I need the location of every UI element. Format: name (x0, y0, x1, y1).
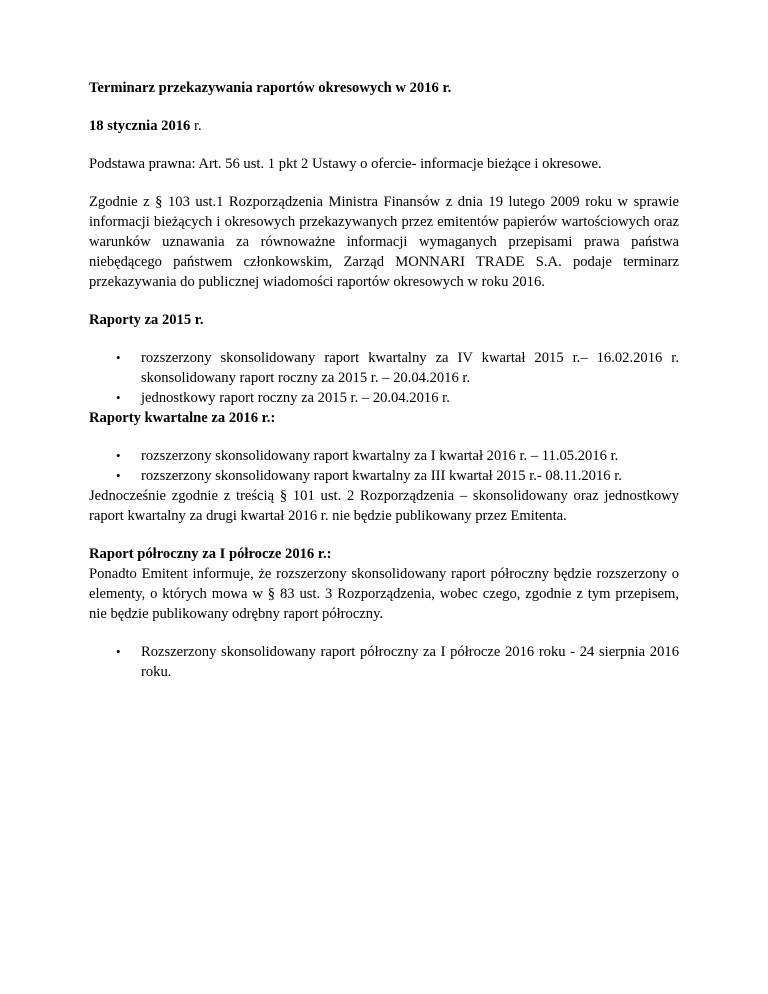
legal-basis: Podstawa prawna: Art. 56 ust. 1 pkt 2 Ustawy o ofercie- informacje bieżące i okresowe. (89, 156, 602, 172)
document-title: Terminarz przekazywania raportów okresowych w 2016 r. (89, 80, 452, 96)
bullet-icon: • (116, 448, 121, 463)
list-item (89, 642, 679, 682)
bullet-icon: • (116, 644, 121, 659)
list-item (89, 348, 679, 388)
heading-halfyear-2016: Raport półroczny za I półrocze 2016 r.: (89, 546, 332, 562)
list-item-text: Rozszerzony skonsolidowany raport półroczny za I półrocze 2016 roku - 24 sierpnia 2016 roku. (141, 644, 679, 680)
list-reports-2015 (89, 348, 679, 408)
list-item-text: rozszerzony skonsolidowany raport kwartalny za III kwartał 2015 r.- 08.11.2016 r. (141, 468, 622, 484)
publication-date (89, 116, 679, 136)
list-halfyear-2016 (89, 642, 679, 682)
list-item (89, 446, 679, 466)
list-quarterly-2016 (89, 446, 679, 486)
list-item (89, 466, 679, 486)
list-item-text: rozszerzony skonsolidowany raport kwartalny za I kwartał 2016 r. – 11.05.2016 r. (141, 448, 619, 464)
halfyear-paragraph: Ponadto Emitent informuje, że rozszerzony skonsolidowany raport półroczny będzie rozszerzony o elementy, o których mowa w § 83 ust. 3 Rozporządzenia, wobec czego, zgodnie z tym przepisem, nie będzie publikowany odrębny raport półroczny. (89, 566, 679, 622)
intro-paragraph: Zgodnie z § 103 ust.1 Rozporządzenia Ministra Finansów z dnia 19 lutego 2009 roku w sprawie informacji bieżących i okresowych przekazywanych przez emitentów papierów wartościowych oraz warunków uznawania za równoważne informacji wymaganych przepisami prawa państwa niebędącego państwem członkowskim, Zarząd MONNARI TRADE S.A. podaje terminarz przekazywania do publicznej wiadomości raportów okresowych w roku 2016. (89, 194, 679, 290)
date-bold: 18 stycznia 2016 (89, 118, 191, 134)
list-item-text: rozszerzony skonsolidowany raport kwartalny za IV kwartał 2015 r.– 16.02.2016 r. skonsolidowany raport roczny za 2015 r. – 20.04.2016 r. (141, 350, 679, 386)
heading-quarterly-2016: Raporty kwartalne za 2016 r.: (89, 410, 276, 426)
bullet-icon: • (116, 350, 121, 365)
simultaneously-paragraph: Jednocześnie zgodnie z treścią § 101 ust. 2 Rozporządzenia – skonsolidowany oraz jednostkowy raport kwartalny za drugi kwartał 2016 r. nie będzie publikowany przez Emitenta. (89, 488, 679, 524)
document-body (89, 78, 679, 682)
date-suffix: r. (190, 118, 202, 134)
heading-reports-2015: Raporty za 2015 r. (89, 312, 204, 328)
list-item (89, 388, 679, 408)
bullet-icon: • (116, 390, 121, 405)
bullet-icon: • (116, 468, 121, 483)
list-item-text: jednostkowy raport roczny za 2015 r. – 20.04.2016 r. (141, 390, 450, 406)
